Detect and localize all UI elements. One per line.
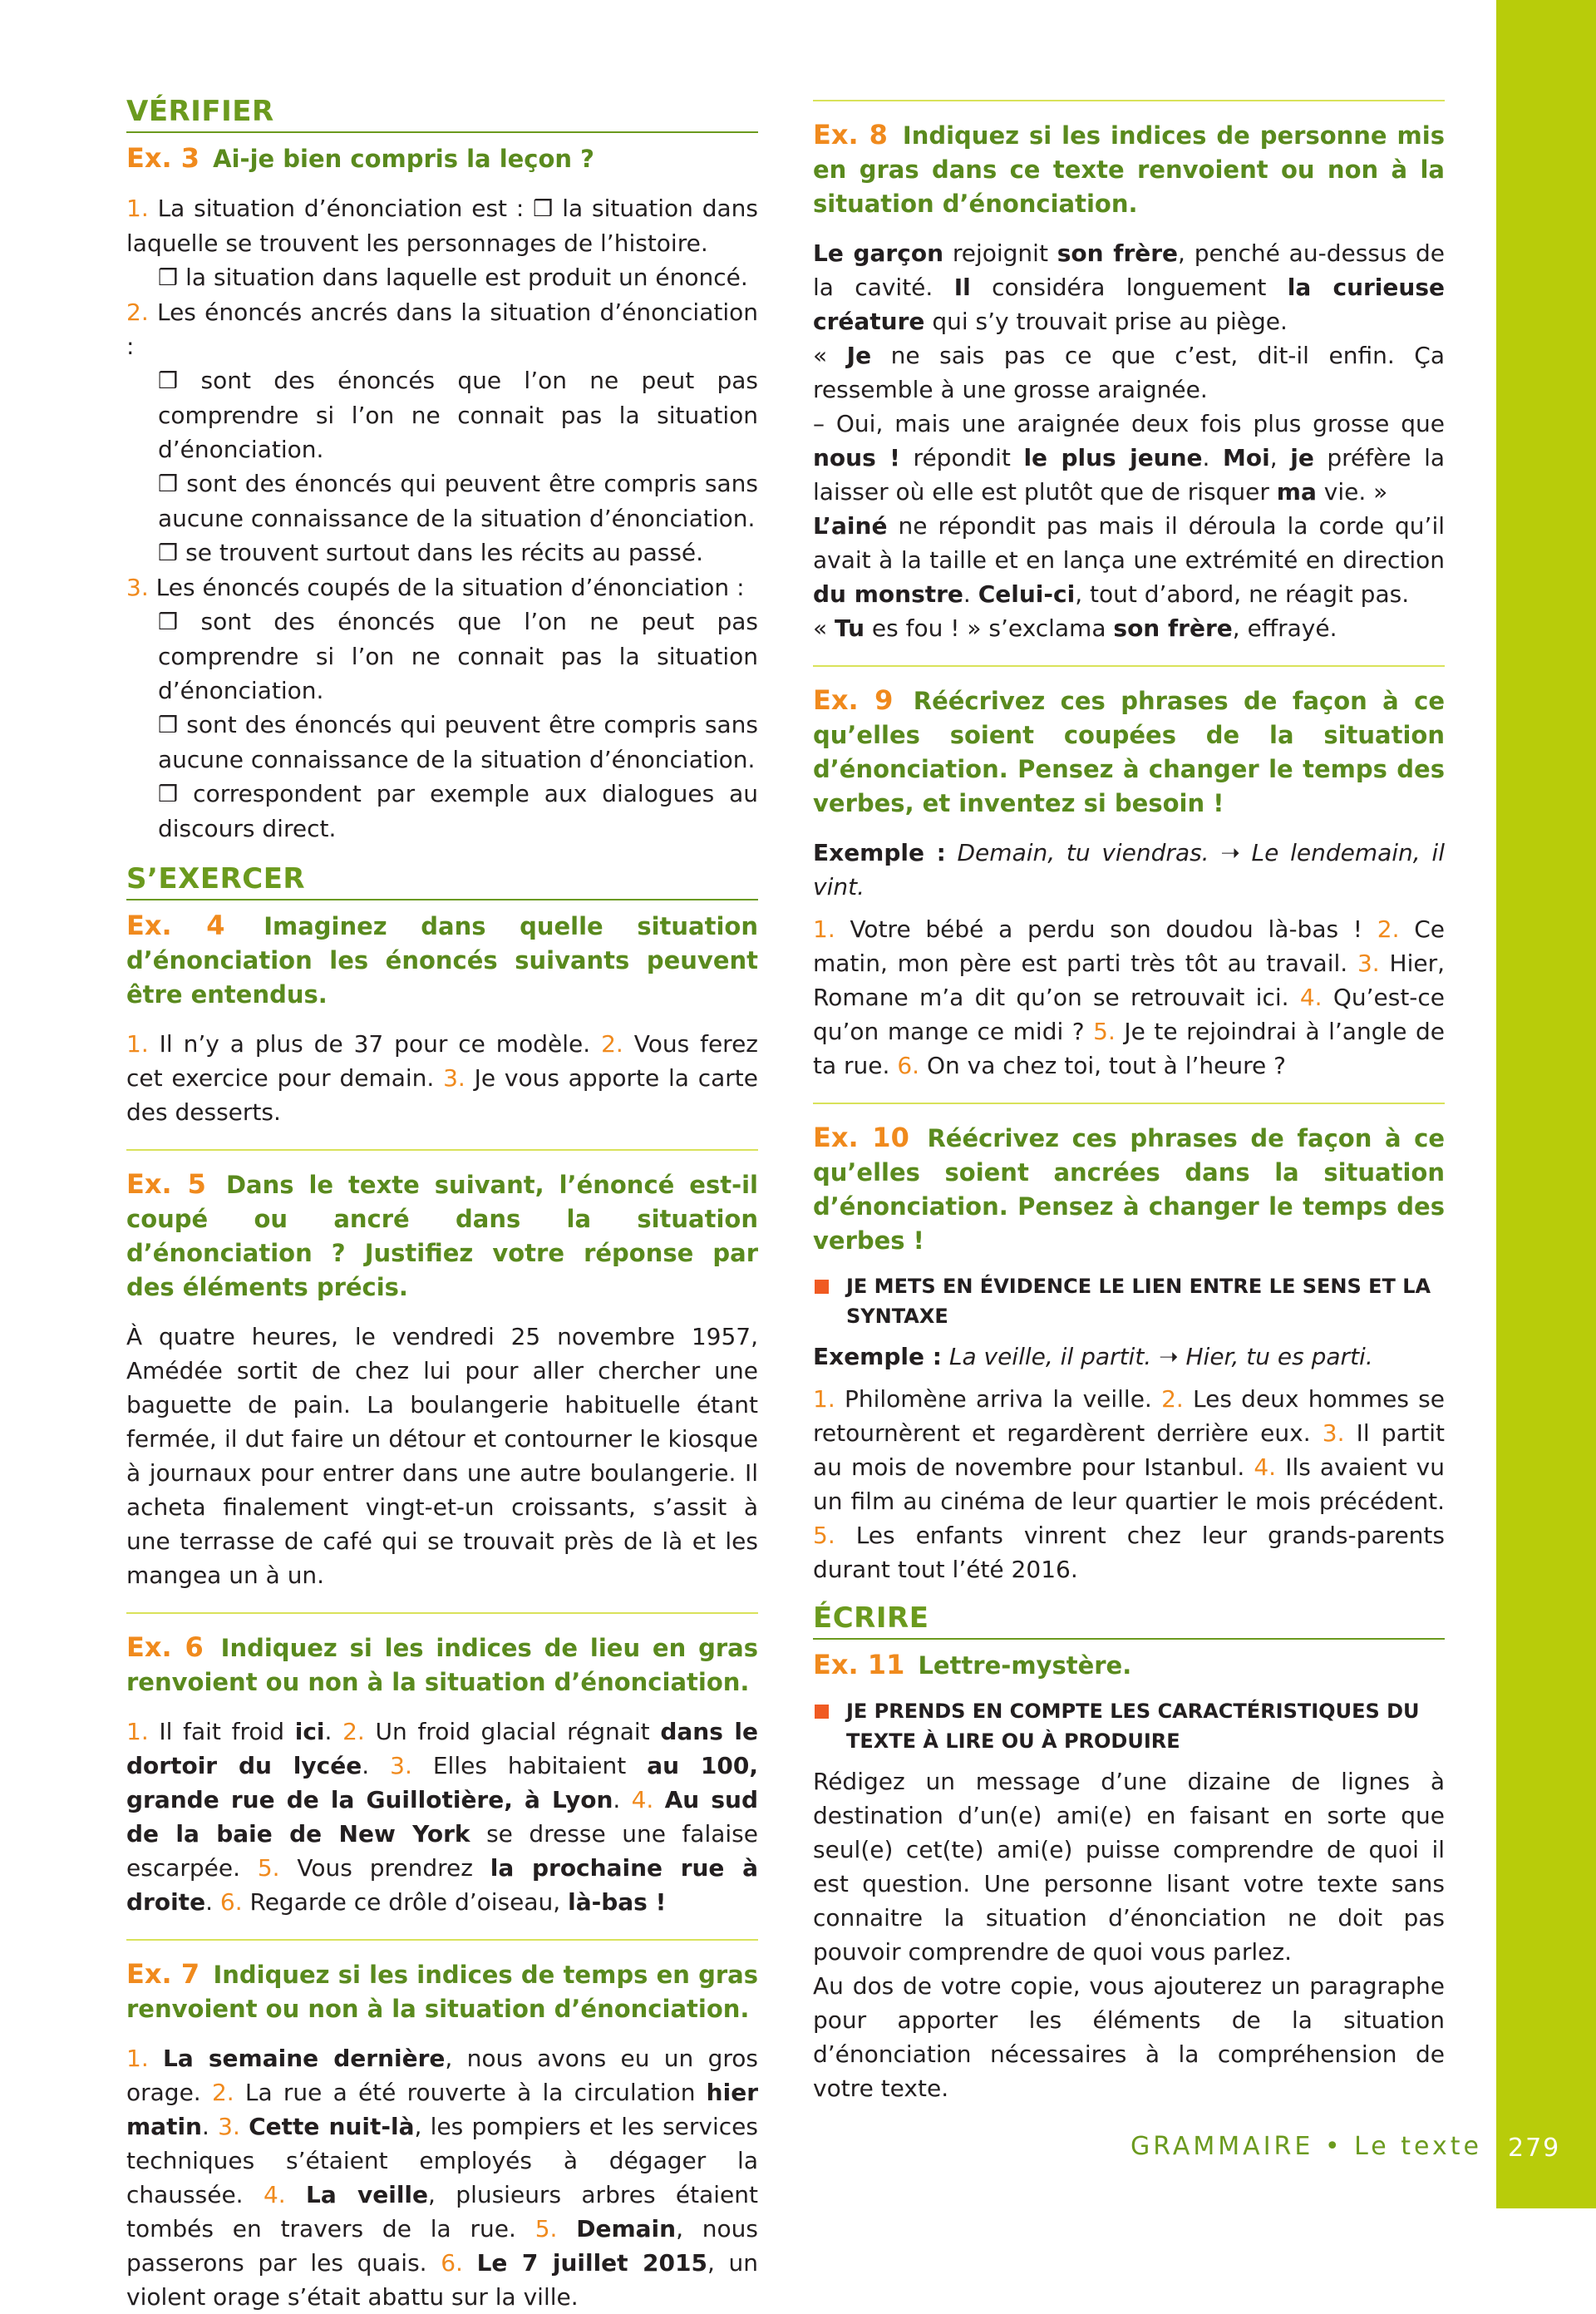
text-fragment: ne sais pas ce que c’est, dit-il enfin. Ça ressemble à une grosse araignée. [813, 342, 1445, 403]
ex4-number: Ex. 4 [126, 910, 225, 941]
ex10-title: Réécrivez ces phrases de façon à ce qu’elles soient ancrées dans la situation d’énonciation. Pensez à changer le temps des verbes ! [813, 1124, 1446, 1255]
item-number: 2. [1161, 1385, 1184, 1413]
item-text: Un froid glacial régnait [375, 1718, 650, 1745]
ex8-text [813, 236, 1445, 645]
ex3-q3-a [126, 604, 758, 708]
ex7-heading [126, 1957, 758, 2026]
square-bullet-icon [815, 1280, 829, 1294]
text-fragment: . [963, 580, 971, 608]
item-number: 1. [126, 1718, 149, 1745]
checkbox-icon[interactable]: ❒ [158, 265, 179, 291]
item-text: , les pompiers et les services techniques s’étaient employés à dégager la chaussée. [126, 2113, 758, 2208]
text-fragment: qui s’y trouvait prise au piège. [932, 308, 1288, 335]
item-number: 5. [813, 1522, 835, 1549]
text-fragment: , penché au-dessus de la cavité. [813, 239, 1446, 301]
ex9-example [813, 836, 1445, 904]
ex8-heading [813, 118, 1445, 221]
checkbox-icon[interactable]: ❒ [158, 713, 179, 738]
ex11-skill [813, 1696, 1445, 1756]
item-text: Philomène arriva la veille. [844, 1385, 1152, 1413]
text-fragment: considéra longuement [992, 274, 1267, 301]
q2-option-b: sont des énoncés qui peuvent être compris sans aucune connaissance de la situation d’énonciation. [158, 470, 758, 532]
arrow-icon: ➝ [1220, 839, 1240, 866]
ex8-title: Indiquez si les indices de personne mis en gras dans ce texte renvoient ou non à la situation d’énonciation. [813, 121, 1445, 218]
ex10-heading [813, 1121, 1445, 1258]
item-text: Hier, Romane m’a dit qu’on se retrouvait ici. [813, 950, 1446, 1011]
item-number: 5. [1093, 1018, 1116, 1045]
ex10-skill [813, 1271, 1445, 1331]
item-number: 2. [211, 2079, 234, 2106]
item-text: se dresse une falaise escarpée. [126, 1820, 758, 1882]
bold-term: Celui-ci [978, 580, 1076, 608]
item-number: 2. [601, 1030, 623, 1058]
square-bullet-icon [815, 1705, 829, 1719]
bold-term: au 100, grande rue de la Guillotière, à Lyon [126, 1752, 758, 1813]
item-text: Les enfants vinrent chez leur grands-parents durant tout l’été 2016. [813, 1522, 1445, 1583]
ex10-number: Ex. 10 [813, 1122, 909, 1153]
skill-label: JE METS EN ÉVIDENCE LE LIEN ENTRE LE SENS ET LA SYNTAXE [846, 1275, 1431, 1328]
ex5-number: Ex. 5 [126, 1168, 206, 1200]
item-number: 3. [1357, 950, 1380, 977]
right-column [813, 100, 1445, 2105]
item-text: Il fait froid [159, 1718, 285, 1745]
divider [813, 100, 1445, 101]
section-title-sexercer: S’EXERCER [126, 861, 758, 900]
checkbox-icon[interactable]: ❒ [158, 368, 179, 394]
bold-term: son frère [1113, 614, 1233, 642]
item-text: Votre bébé a perdu son doudou là-bas ! [850, 915, 1363, 943]
ex11-paragraph-2: Au dos de votre copie, vous ajouterez un paragraphe pour apporter les éléments de la situation d’énonciation nécessaires à la compréhension de votre texte. [813, 1972, 1445, 2102]
ex3-heading [126, 141, 758, 176]
text-fragment: répondit [913, 444, 1011, 471]
item-text: Il partit au mois de novembre pour Istanbul. [813, 1419, 1446, 1481]
ex3-q2-c [126, 535, 758, 570]
bold-term: Le garçon [813, 239, 944, 267]
item-number: 6. [441, 2249, 463, 2277]
ex6-number: Ex. 6 [126, 1631, 204, 1663]
section-title-ecrire: ÉCRIRE [813, 1600, 1445, 1640]
ex11-paragraph-1: Rédigez un message d’une dizaine de lignes à destination d’un(e) ami(e) en faisant en sorte que seul(e) cet(te) ami(e) puisse comprendre de quoi il est question. Une personne lisant votre texte sans connaitre la situation d’énonciation ne doit pas pouvoir comprendre de quoi vous parlez. [813, 1768, 1445, 1966]
page-number: 279 [1508, 2134, 1561, 2163]
item-text: Je te rejoindrai à l’angle de ta rue. [813, 1018, 1446, 1079]
item-number: 4. [631, 1786, 654, 1813]
checkbox-icon[interactable]: ❒ [533, 196, 554, 222]
item-text: , un violent orage s’était abattu sur la ville. [126, 2249, 758, 2311]
item-number: 1. [126, 1030, 149, 1058]
ex4-heading [126, 909, 758, 1012]
item-number: 3. [390, 1752, 412, 1779]
section-title-verifier: VÉRIFIER [126, 93, 758, 133]
ex5-text: À quatre heures, le vendredi 25 novembre 1957, Amédée sortit de chez lui pour aller chercher une baguette de pain. La boulangerie habituelle étant fermée, il dut faire un détour et contourner le kiosque à journaux pour entrer dans une autre boulangerie. Il acheta finalement vingt-et-un croissants, s’assit à une terrasse de café qui se trouvait près de là et les mangea un à un. [126, 1323, 758, 1589]
ex10-body [813, 1382, 1445, 1586]
q3-text: Les énoncés coupés de la situation d’énonciation : [155, 574, 745, 601]
text-fragment: . [1202, 444, 1210, 471]
arrow-icon: ➝ [1159, 1343, 1179, 1370]
item-number: 3. [1322, 1419, 1345, 1447]
ex10-example [813, 1340, 1445, 1374]
item-number: 4. [263, 2181, 286, 2208]
bold-term: Le 7 juillet 2015 [476, 2249, 707, 2277]
item-text: Ils avaient vu un film au cinéma de leur quartier le mois précédent. [813, 1453, 1445, 1515]
divider [126, 1939, 758, 1941]
example-output: Hier, tu es parti. [1185, 1343, 1373, 1370]
skill-label: JE PRENDS EN COMPTE LES CARACTÉRISTIQUES DU TEXTE À LIRE OU À PRODUIRE [846, 1700, 1420, 1753]
item-text: Elles habitaient [432, 1752, 627, 1779]
bold-term: la curieuse créature [813, 274, 1445, 335]
ex11-title: Lettre-mystère. [918, 1651, 1132, 1680]
left-column [126, 93, 758, 2314]
q2-text: Les énoncés ancrés dans la situation d’énonciation : [126, 299, 758, 360]
item-number: 2. [1377, 915, 1400, 943]
bold-term: hier matin [126, 2079, 759, 2140]
ex8-number: Ex. 8 [813, 119, 888, 150]
item-number: 1. [126, 2045, 149, 2072]
bold-term: dans le dortoir du lycée [126, 1718, 758, 1779]
footer-chapter: GRAMMAIRE • Le texte [1130, 2132, 1482, 2161]
bold-term: la prochaine rue à droite [126, 1854, 759, 1916]
example-input: La veille, il partit. [948, 1343, 1152, 1370]
ex3-q1-b [126, 260, 758, 295]
checkbox-icon[interactable]: ❒ [158, 782, 179, 807]
ex9-title: Réécrivez ces phrases de façon à ce qu’elles soient coupées de la situation d’énonciation. Pensez à changer le temps des verbes, et inventez si besoin ! [813, 687, 1445, 817]
item-text: , nous passerons par les quais. [126, 2215, 758, 2277]
item-number: 4. [1299, 984, 1323, 1011]
bold-term: ma [1276, 478, 1317, 506]
ex3-q2-b [126, 466, 758, 535]
bold-term: le plus jeune [1023, 444, 1203, 471]
ex3-number: Ex. 3 [126, 142, 200, 174]
item-text: Il n’y a plus de 37 pour ce modèle. [159, 1030, 591, 1058]
ex3-q2 [126, 295, 758, 363]
divider [813, 1103, 1445, 1104]
bold-term: du monstre [813, 580, 963, 608]
ex6-title: Indiquez si les indices de lieu en gras renvoient ou non à la situation d’énonciation. [126, 1634, 758, 1696]
bold-term: nous ! [813, 444, 900, 471]
text-fragment: ne répondit pas mais il déroula la corde qu’il avait à la taille et en lança une extrémité en direction [813, 512, 1446, 574]
item-text: Vous ferez cet exercice pour demain. [126, 1030, 758, 1092]
q2-option-a: sont des énoncés que l’on ne peut pas comprendre si l’on ne connait pas la situation d’énonciation. [158, 367, 758, 463]
example-label: Exemple : [813, 839, 946, 866]
bold-term: son frère [1057, 239, 1179, 267]
ex9-body [813, 912, 1445, 1083]
item-text: Qu’est-ce qu’on mange ce midi ? [813, 984, 1446, 1045]
text-fragment: « [813, 614, 828, 642]
item-number: 2. [342, 1718, 365, 1745]
text-fragment: , [1269, 444, 1278, 471]
text-fragment: vie. » [1323, 478, 1388, 506]
item-number: 3. [218, 2113, 240, 2140]
ex4-title: Imaginez dans quelle situation d’énonciation les énoncés suivants peuvent être entendus. [126, 912, 758, 1009]
ex3-q1 [126, 191, 758, 260]
item-text: Les deux hommes se retournèrent et regardèrent derrière eux. [813, 1385, 1445, 1447]
text-fragment: es fou ! » s’exclama [871, 614, 1106, 642]
checkbox-icon[interactable]: ❒ [158, 609, 179, 635]
item-number: 6. [897, 1052, 920, 1079]
checkbox-icon[interactable]: ❒ [158, 471, 179, 497]
side-color-band [1496, 0, 1596, 2208]
text-fragment: préfère la laisser où elle est plutôt que de risquer [813, 444, 1446, 506]
text-fragment: – Oui, mais une araignée deux fois plus grosse que [813, 410, 1445, 437]
item-text: Ce matin, mon père est parti très tôt au travail. [813, 915, 1445, 977]
q1-option-b: la situation dans laquelle est produit un énoncé. [185, 264, 748, 291]
q3-number: 3. [126, 574, 149, 601]
ex11-number: Ex. 11 [813, 1649, 905, 1680]
ex7-number: Ex. 7 [126, 1958, 200, 1990]
item-text: Regarde ce drôle d’oiseau, [249, 1888, 561, 1916]
ex11-heading [813, 1648, 1445, 1683]
ex9-heading [813, 683, 1445, 821]
q2-option-c: se trouvent surtout dans les récits au passé. [185, 539, 704, 566]
ex3-q3 [126, 570, 758, 604]
item-number: 1. [813, 1385, 835, 1413]
item-text: Je vous apporte la carte des desserts. [126, 1064, 758, 1126]
ex6-heading [126, 1631, 758, 1700]
bold-term: Moi [1223, 444, 1270, 471]
bold-term: Il [953, 274, 971, 301]
q3-option-c: correspondent par exemple aux dialogues au discours direct. [158, 780, 759, 842]
checkbox-icon[interactable]: ❒ [158, 540, 179, 566]
ex9-number: Ex. 9 [813, 684, 894, 716]
bold-term: Cette nuit-là [249, 2113, 415, 2140]
text-fragment: , tout d’abord, ne réagit pas. [1075, 580, 1410, 608]
bold-term: là-bas ! [568, 1888, 667, 1916]
ex3-title: Ai-je bien compris la leçon ? [213, 145, 594, 173]
text-fragment: , effrayé. [1232, 614, 1337, 642]
item-number: 5. [257, 1854, 280, 1882]
item-number: 6. [219, 1888, 243, 1916]
bold-term: Je [846, 342, 872, 369]
example-input: Demain, tu viendras. [957, 839, 1209, 866]
q1-option-a: la situation dans laquelle se trouvent les personnages de l’histoire. [126, 195, 758, 257]
q3-option-a: sont des énoncés que l’on ne peut pas comprendre si l’on ne connait pas la situation d’énonciation. [158, 608, 758, 704]
bold-term: Demain [576, 2215, 677, 2242]
item-number: 4. [1254, 1453, 1277, 1481]
ex3-q3-b [126, 708, 758, 777]
q3-option-b: sont des énoncés qui peuvent être compris sans aucune connaissance de la situation d’énonciation. [158, 711, 758, 773]
ex5-heading [126, 1167, 758, 1305]
q2-number: 2. [126, 299, 149, 326]
item-number: 3. [443, 1064, 466, 1092]
divider [126, 1149, 758, 1151]
bold-term: Tu [835, 614, 865, 642]
q1-number: 1. [126, 195, 149, 222]
item-text: , nous avons eu un gros orage. [126, 2045, 758, 2106]
ex7-title: Indiquez si les indices de temps en gras renvoient ou non à la situation d’énonciation. [126, 1961, 758, 2023]
bold-term: je [1290, 444, 1314, 471]
bold-term: Au sud de la baie de New York [126, 1786, 759, 1848]
bold-term: L’ainé [813, 512, 888, 540]
item-text: On va chez toi, tout à l’heure ? [926, 1052, 1286, 1079]
item-text: La rue a été rouverte à la circulation [244, 2079, 696, 2106]
example-output: Le lendemain, il vint. [813, 839, 1445, 900]
divider [126, 1612, 758, 1614]
item-text: Vous prendrez [297, 1854, 473, 1882]
bold-term: La semaine dernière [163, 2045, 446, 2072]
example-label: Exemple : [813, 1343, 942, 1370]
bold-term: La veille [306, 2181, 429, 2208]
q1-text: La situation d’énonciation est : [157, 195, 525, 222]
ex6-body: 1. Il fait froid ici. 2. Un froid glacial régnait dans le dortoir du lycée. 3. Elles habitaient au 100, grande rue de la Guillotière, à Lyon. 4. Au sud de la baie de New York se dresse une falaise escarpée. 5. Vous prendrez la prochaine rue à droite. 6. Regarde ce drôle d’oiseau, là-bas ! [126, 1718, 759, 1916]
bold-term: ici [294, 1718, 325, 1745]
item-number: 5. [534, 2215, 558, 2242]
ex4-body [126, 1027, 758, 1129]
text-fragment: « [813, 342, 828, 369]
ex7-body: 1. La semaine dernière, nous avons eu un gros orage. 2. La rue a été rouverte à la circulation hier matin. 3. Cette nuit-là, les pompiers et les services techniques s’étaient employés à dégager la chaussée. 4. La veille, plusieurs arbres étaient tombés en travers de la rue. 5. Demain, nous passerons par les quais. 6. Le 7 juillet 2015, un violent orage s’était abattu sur la ville. [126, 2045, 759, 2311]
divider [813, 665, 1445, 667]
item-number: 1. [813, 915, 835, 943]
ex3-q3-c [126, 777, 758, 846]
ex5-title: Dans le texte suivant, l’énoncé est-il coupé ou ancré dans la situation d’énonciation ? Justifiez votre réponse par des éléments précis. [126, 1171, 758, 1301]
item-text: , plusieurs arbres étaient tombés en travers de la rue. [126, 2181, 759, 2242]
ex3-q2-a [126, 363, 758, 466]
text-fragment: rejoignit [952, 239, 1048, 267]
